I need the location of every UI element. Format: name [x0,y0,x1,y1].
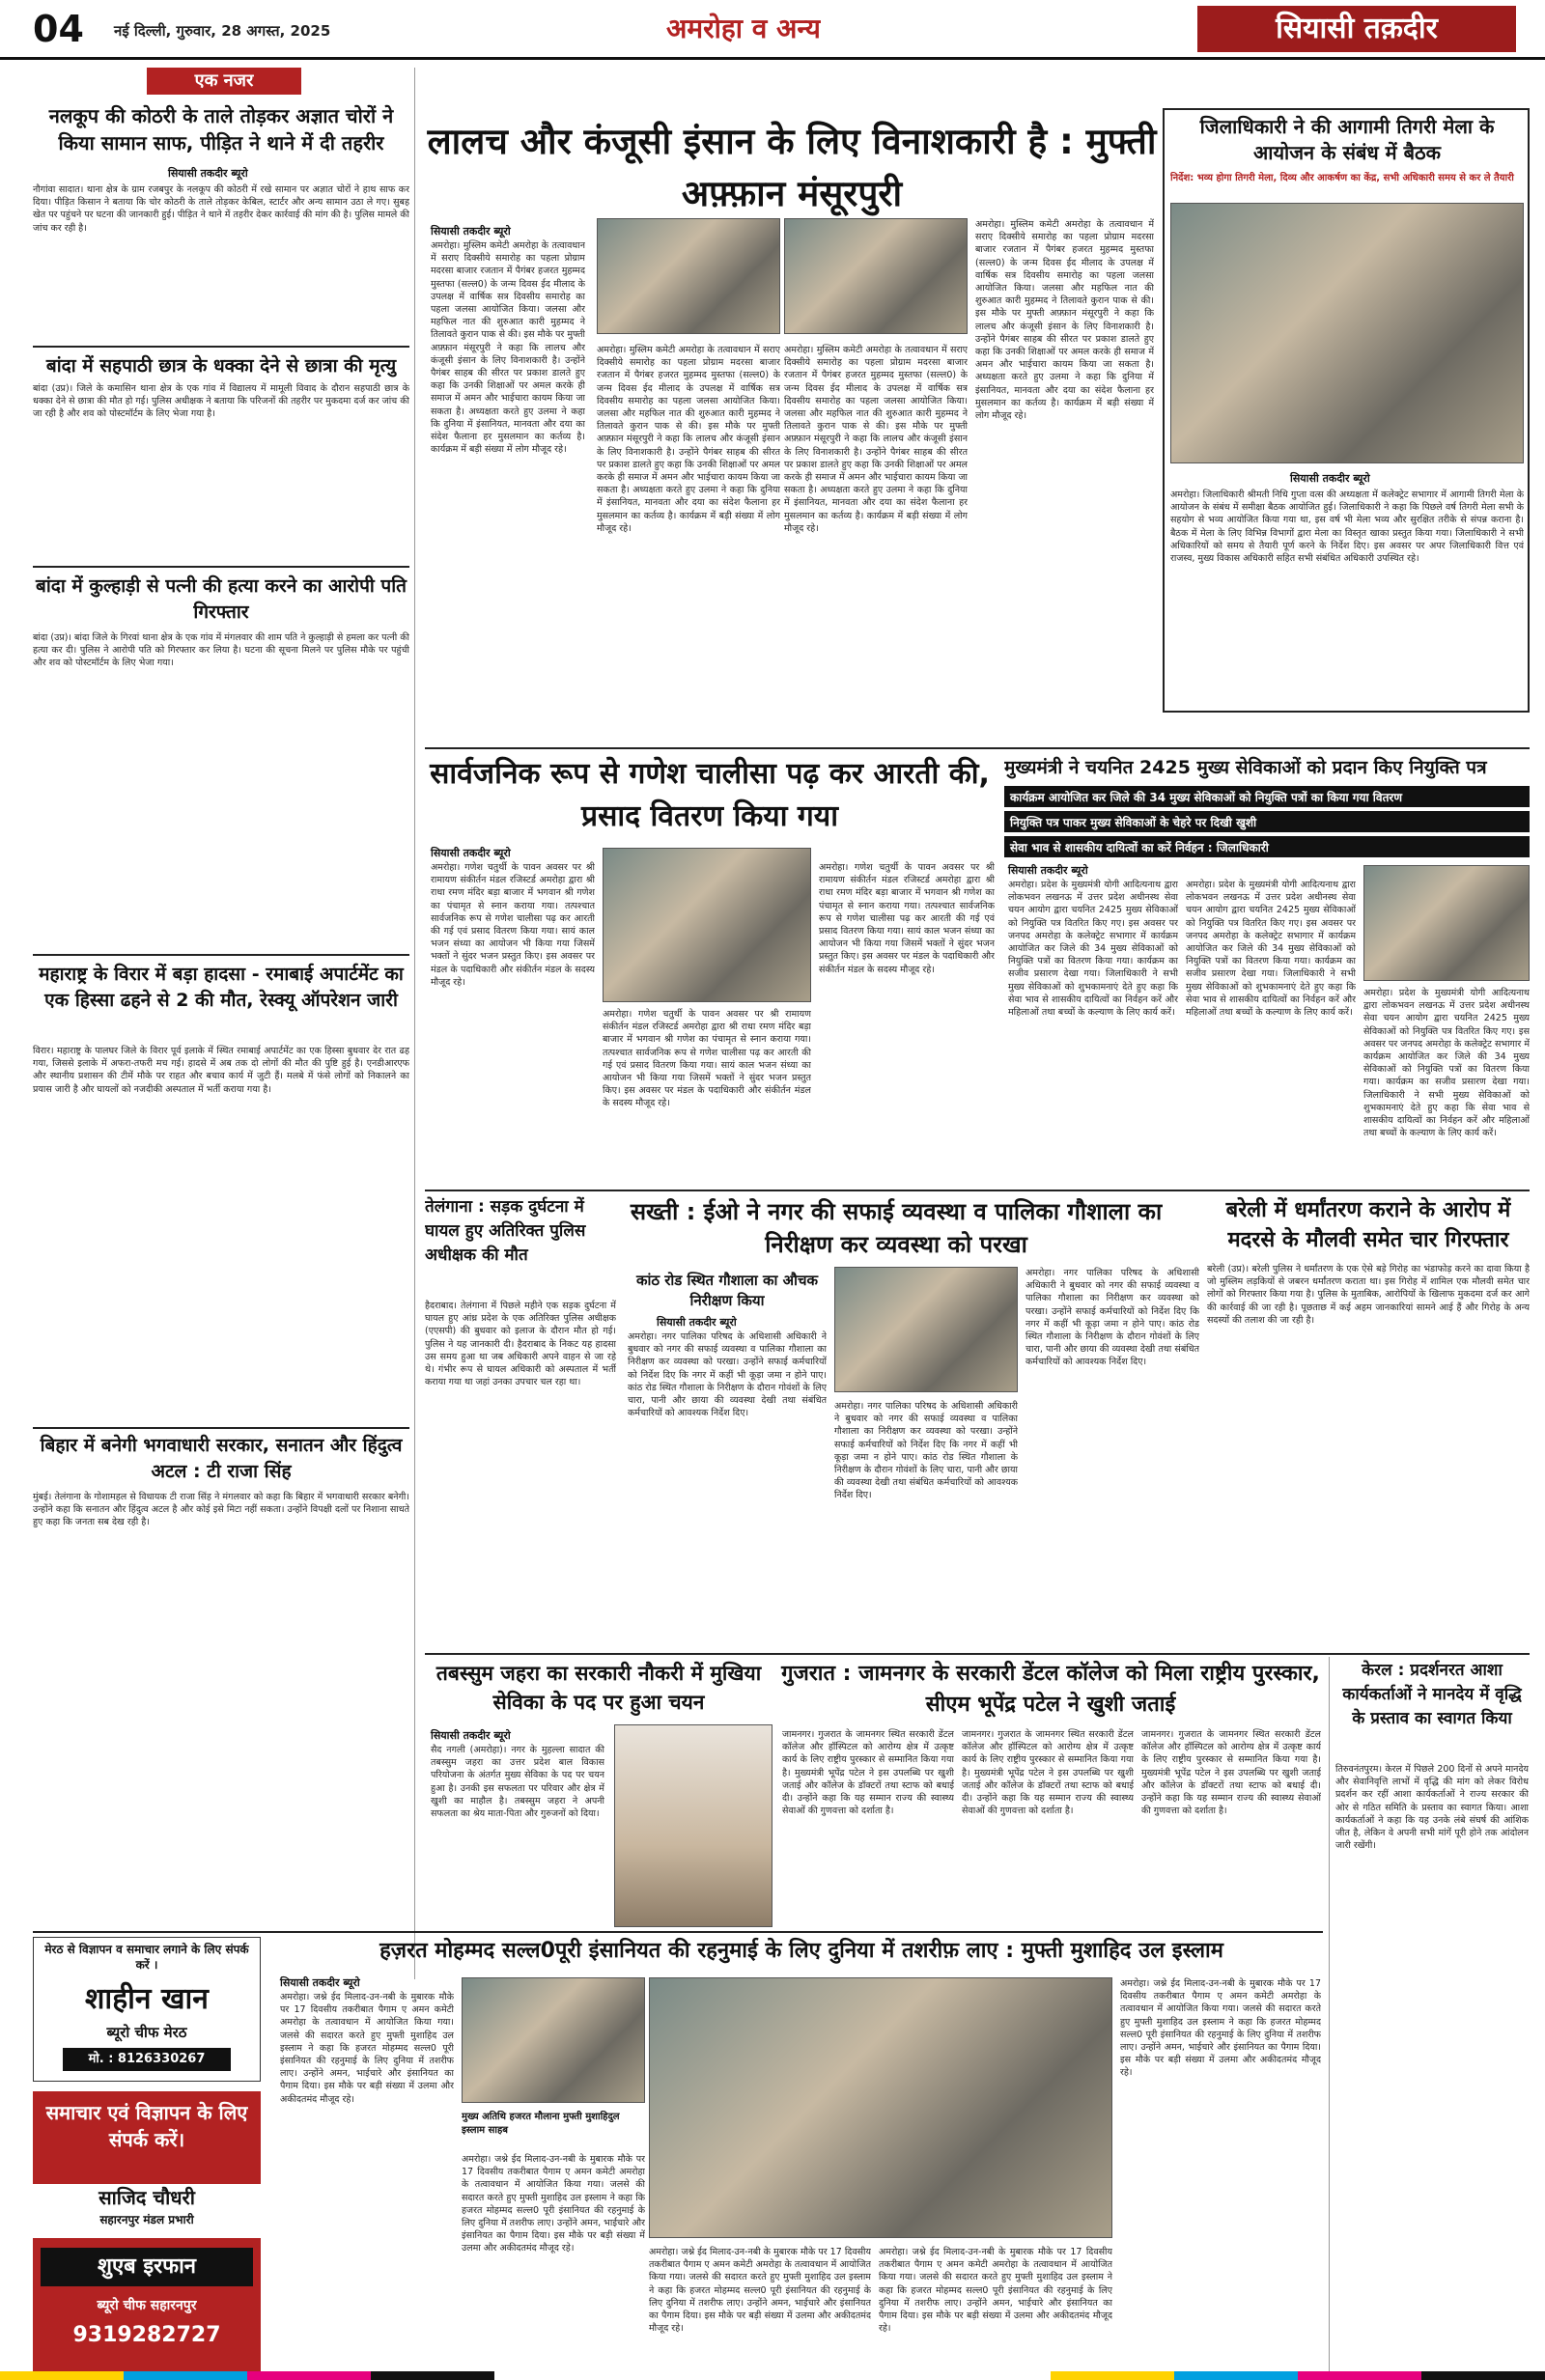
sidebar-story-4-body: विरार। महाराष्ट्र के पालघर जिले के विरार पूर्व इलाके में स्थित रमाबाई अपार्टमेंट का एक हिस्सा बुधवार देर रात ढह गया, जिससे इलाके में अफरा-तफरी मच गई। हादसे में अब तक दो लोगों की मौत की पुष्टि हुई है। एनडीआरएफ और स्थानीय प्रशासन की टीमें मौके पर राहत और बचाव कार्य में जुटी हैं। मलबे में फंसे लोगों को निकालने का प्रयास जारी है और घायलों को नजदीकी अस्पताल में भर्ती कराया गया है। [33,1046,409,1095]
dateline: नई दिल्ली, गुरुवार, 28 अगस्त, 2025 [114,22,331,40]
byline: सियासी तकदीर ब्यूरो [280,1976,360,1989]
cm-photo [1363,865,1530,981]
ganesh-body-col-3: अमरोहा। गणेश चतुर्थी के पावन अवसर पर श्री रामायण संकीर्तन मंडल रजिस्टर्ड अमरोहा द्वारा श्री राधा रमण मंदिर बड़ा बाजार में भगवान श्री गणेश का पंचामृत से स्नान कराया गया। तत्पश्चात सार्वजनिक रूप से गणेश चालीसा पढ़ कर आरती की गई एवं प्रसाद वितरण किया गया। सायं काल भजन संध्या का आयोजन भी किया गया जिसमें भक्तों ने सुंदर भजन प्रस्तुत किए। इस अवसर पर मंडल के पदाधिकारी और संकीर्तन मंडल के सदस्य मौजूद रहे। [819,862,995,975]
bottom-body-col-2: अमरोहा। जश्ने ईद मिलाद-उन-नबी के मुबारक मौके पर 17 दिवसीय तकरीबात पैगाम ए अमन कमेटी अमरोहा के तत्वावधान में आयोजित किया गया। जलसे की सदारत करते हुए मुफ्ती मुशाहिद उल इस्लाम ने कहा कि हजरत मोहम्मद सल्ल0 पूरी इंसानियत की रहनुमाई के लिए दुनिया में तशरीफ लाए। उन्होंने अमन, भाईचारे और इंसानियत का पैगाम दिया। इस मौके पर बड़ी संख्या में उलमा और अकीदतमंद मौजूद रहे। [462,2154,645,2254]
collector-photo [1170,203,1524,463]
sidebar-story-1-body: नौगांवा सादात। थाना क्षेत्र के ग्राम रजबपुर के नलकूप की कोठरी में रखे सामान पर अज्ञात चोरों ने हाथ साफ कर दिया। पीड़ित किसान ने बताया कि चोर कोठरी के ताले तोड़कर केबिल, स्टार्टर और अन्य सामान उठा ले गए। सुबह खेत पर पहुंचने पर घटना की जानकारी हुई। पीड़ित ने थाने में तहरीर देकर कार्रवाई की मांग की है। पुलिस मामले की जांच कर रही है। [33,184,409,234]
divider [33,566,409,568]
collector-kicker: निर्देश: भव्य होगा तिगरी मेला, दिव्य और आकर्षण का केंद्र, सभी अधिकारी समय से कर ले तैयारी [1170,173,1514,183]
lead-body-col-3: अमरोहा। मुस्लिम कमेटी अमरोहा के तत्वावधान में सराए दिक्सीये समारोह का पहला प्रोग्राम मदरसा बाजार रजतान में पैगंबर हजरत मुहम्मद मुस्तफा (सल्ल0) के जन्म दिवस ईद मीलाद के उपलक्ष में वार्षिक सत्र दिवसीय समारोह का पहला जलसा आयोजित किया। जलसा और महफिल नात की शुरुआत कारी मुहम्मद ने तिलावते कुरान पाक से की। इस मौके पर मुफ्ती अफ़्फ़ान मंसूरपुरी ने कहा कि लालच और कंजूसी इंसान के लिए विनाशकारी है। उन्होंने पैगंबर साहब की सीरत पर प्रकाश डालते हुए कहा कि उनकी शिक्षाओं पर अमल करके ही समाज में अमन और भाईचारा कायम किया जा सकता है। अध्यक्षता करते हुए उलमा ने कहा कि दुनिया में इंसानियत, मानवता और दया का संदेश फैलाना हर मुसलमान का कर्तव्य है। कार्यक्रम में बड़ी संख्या में लोग मौजूद रहे। [784,345,968,534]
cm-bullet-2: नियुक्ति पत्र पाकर मुख्य सेविकाओं के चेहरे पर दिखी खुशी [1004,811,1530,832]
divider [425,1653,1530,1655]
sidebar-story-5-body: मुंबई। तेलंगाना के गोशामहल से विधायक टी राजा सिंह ने मंगलवार को कहा कि बिहार में भगवाधारी सरकार बनेगी। उन्होंने कहा कि सनातन और हिंदुत्व अटल है और कोई इसे मिटा नहीं सकता। उन्होंने विपक्षी दलों पर निशाना साधते हुए कहा कि जनता सब देख रही है। [33,1492,409,1528]
masthead-title: सियासी तक़दीर [1276,12,1438,45]
collector-box [1163,108,1530,713]
bareilly-headline: बरेली में धर्मांतरण कराने के आरोप में मदरसे के मौलवी समेत चार गिरफ्तार [1225,1198,1511,1252]
ganesh-headline: सार्वजनिक रूप से गणेश चालीसा पढ़ कर आरती की, प्रसाद वितरण किया गया [430,757,990,833]
eo-body-col-2: अमरोहा। नगर पालिका परिषद के अधिशासी अधिकारी ने बुधवार को नगर की सफाई व्यवस्था व पालिका गौशाला का निरीक्षण कर व्यवस्था को परखा। उन्होंने सफाई कर्मचारियों को निर्देश दिए कि नगर में कहीं भी कूड़ा जमा न होने पाए। कांठ रोड स्थित गौशाला के निरीक्षण के दौरान गोवंशों के लिए चारा, पानी और छाया की व्यवस्था देखी तथा संबंधित कर्मचारियों को आवश्यक निर्देश दिए। [834,1401,1018,1501]
lead-photo [597,218,780,334]
eo-headline: सख्ती : ईओ ने नगर की सफाई व्यवस्था व पालिका गौशाला का निरीक्षण कर व्यवस्था को परखा [630,1198,1163,1258]
ad-meerut-role: ब्यूरो चीफ मेरठ [106,2024,187,2041]
sidebar-story-4-headline: महाराष्ट्र के विरार में बड़ा हादसा - रमाबाई अपार्टमेंट का एक हिस्सा ढहने से 2 की मौत, रेस्क्यू ऑपरेशन जारी [39,964,404,1011]
lead-body-col-2: अमरोहा। मुस्लिम कमेटी अमरोहा के तत्वावधान में सराए दिक्सीये समारोह का पहला प्रोग्राम मदरसा बाजार रजतान में पैगंबर हजरत मुहम्मद मुस्तफा (सल्ल0) के जन्म दिवस ईद मीलाद के उपलक्ष में वार्षिक सत्र दिवसीय समारोह का पहला जलसा आयोजित किया। जलसा और महफिल नात की शुरुआत कारी मुहम्मद ने तिलावते कुरान पाक से की। इस मौके पर मुफ्ती अफ़्फ़ान मंसूरपुरी ने कहा कि लालच और कंजूसी इंसान के लिए विनाशकारी है। उन्होंने पैगंबर साहब की सीरत पर प्रकाश डालते हुए कहा कि उनकी शिक्षाओं पर अमल करके ही समाज में अमन और भाईचारा कायम किया जा सकता है। अध्यक्षता करते हुए उलमा ने कहा कि दुनिया में इंसानियत, मानवता और दया का संदेश फैलाना हर मुसलमान का कर्तव्य है। कार्यक्रम में बड़ी संख्या में लोग मौजूद रहे। [597,345,780,534]
ad-saharanpur-title: समाचार एवं विज्ञापन के लिए संपर्क करें। [45,2101,248,2151]
cm-body-col-3: अमरोहा। प्रदेश के मुख्यमंत्री योगी आदित्यनाथ द्वारा लोकभवन लखनऊ में उत्तर प्रदेश अधीनस्थ सेवा चयन आयोग द्वारा चयनित 2425 मुख्य सेविकाओं को नियुक्ति पत्र वितरित किए गए। इस अवसर पर जनपद अमरोहा के कलेक्ट्रेट सभागार में कार्यक्रम आयोजित कर जिले की 34 मुख्य सेविकाओं को नियुक्ति पत्रों का वितरण किया गया। कार्यक्रम का सजीव प्रसारण देखा गया। जिलाधिकारी ने सभी मुख्य सेविकाओं को शुभकामनाएं देते हुए कहा कि सेवा भाव से शासकीय दायित्वों का निर्वहन करें और महिलाओं तथा बच्चों के कल्याण के लिए कार्य करें। [1363,988,1530,1139]
ad-saharanpur-role: सहारनपुर मंडल प्रभारी [99,2213,194,2226]
print-registration-strip [0,2371,1545,2380]
kerala-body: तिरुवनंतपुरम। केरल में पिछले 200 दिनों से अपने मानदेय और सेवानिवृत्ति लाभों में वृद्धि की मांग को लेकर विरोध प्रदर्शन कर रहीं आशा कार्यकर्ताओं ने राज्य सरकार की ओर से गठित समिति के प्रस्ताव का स्वागत किया। आशा कार्यकर्ताओं ने कहा कि यह उनके लंबे संघर्ष की आंशिक जीत है, लेकिन वे अपनी सभी मांगें पूरी होने तक आंदोलन जारी रखेंगी। [1335,1764,1529,1852]
eo-body-col-1: अमरोहा। नगर पालिका परिषद के अधिशासी अधिकारी ने बुधवार को नगर की सफाई व्यवस्था व पालिका गौशाला का निरीक्षण कर व्यवस्था को परखा। उन्होंने सफाई कर्मचारियों को निर्देश दिए कि नगर में कहीं भी कूड़ा जमा न होने पाए। कांठ रोड स्थित गौशाला के निरीक्षण के दौरान गोवंशों के लिए चारा, पानी और छाया की व्यवस्था देखी तथा संबंधित कर्मचारियों को आवश्यक निर्देश दिए। [628,1331,827,1419]
lead-photo-2 [784,218,968,334]
collector-headline: जिलाधिकारी ने की आगामी तिगरी मेला के आयोजन के संबंध में बैठक [1199,115,1495,164]
byline: सियासी तकदीर ब्यूरो [431,225,511,238]
lead-body-col-4: अमरोहा। मुस्लिम कमेटी अमरोहा के तत्वावधान में सराए दिक्सीये समारोह का पहला प्रोग्राम मदरसा बाजार रजतान में पैगंबर हजरत मुहम्मद मुस्तफा (सल्ल0) के जन्म दिवस ईद मीलाद के उपलक्ष में वार्षिक सत्र दिवसीय समारोह का पहला जलसा आयोजित किया। जलसा और महफिल नात की शुरुआत कारी मुहम्मद ने तिलावते कुरान पाक से की। इस मौके पर मुफ्ती अफ़्फ़ान मंसूरपुरी ने कहा कि लालच और कंजूसी इंसान के लिए विनाशकारी है। उन्होंने पैगंबर साहब की सीरत पर प्रकाश डालते हुए कहा कि उनकी शिक्षाओं पर अमल करके ही समाज में अमन और भाईचारा कायम किया जा सकता है। अध्यक्षता करते हुए उलमा ने कहा कि दुनिया में इंसानियत, मानवता और दया का संदेश फैलाना हर मुसलमान का कर्तव्य है। कार्यक्रम में बड़ी संख्या में लोग मौजूद रहे। [975,219,1154,422]
eo-subhead: कांठ रोड स्थित गौशाला का औचक निरीक्षण किया [635,1272,819,1309]
sidebar [33,68,415,1979]
collector-body: अमरोहा। जिलाधिकारी श्रीमती निधि गुप्ता वत्स की अध्यक्षता में कलेक्ट्रेट सभागार में आगामी तिगरी मेला के आयोजन के संबंध में समीक्षा बैठक आयोजित हुई। जिलाधिकारी ने कहा कि पिछले वर्ष तिगरी मेला सभी के सहयोग से भव्य आयोजित किया गया था, इस वर्ष भी मेला भव्य और सुरक्षित तरीके से संपन्न कराना है। बैठक में मेला के लिए विभिन्न विभागों द्वारा मेला का विस्तृत खाका प्रस्तुत किया गया। जिलाधिकारी ने सभी अधिकारियों को समय से तैयारी पूर्ण करने के निर्देश दिए। इस अवसर पर अपर जिलाधिकारी वित्त एवं राजस्व, मुख्य विकास अधिकारी सहित सभी संबंधित अधिकारी उपस्थित रहे। [1170,490,1524,565]
divider [33,1931,1323,1933]
bottom-photo-2 [649,1977,1112,2238]
telangana-body: हैदराबाद। तेलंगाना में पिछले महीने एक सड़क दुर्घटना में घायल हुए आंध्र प्रदेश के एक अतिरिक्त पुलिस अधीक्षक (एएसपी) की बुधवार को इलाज के दौरान मौत हो गई। पुलिस ने यह जानकारी दी। हैदराबाद के निकट यह हादसा उस समय हुआ था जब अधिकारी अपने वाहन से जा रहे थे। गंभीर रूप से घायल अधिकारी को अस्पताल में भर्ती कराया गया था जहां उनका उपचार चल रहा था। [425,1301,616,1388]
sidebar-label: एक नजर [147,68,301,95]
byline: सियासी तकदीर ब्यूरो [431,1729,511,1742]
ganesh-photo [603,848,811,1002]
bareilly-body: बरेली (उप्र)। बरेली पुलिस ने धर्मांतरण के एक ऐसे बड़े गिरोह का भंडाफोड़ करने का दावा किया है जो मुस्लिम लड़कियों से जबरन धर्मांतरण कराता था। इस गिरोह में शामिल एक मौलवी समेत चार लोगों को गिरफ्तार किया गया है। पुलिस के मुताबिक, आरोपियों के खिलाफ मुकदमा दर्ज कर आगे की कार्रवाई की जा रही है। पूछताछ में कई अहम जानकारियां सामने आई हैं और गिरोह के अन्य सदस्यों की तलाश की जा रही है। [1207,1264,1530,1326]
bottom-body-col-3: अमरोहा। जश्ने ईद मिलाद-उन-नबी के मुबारक मौके पर 17 दिवसीय तकरीबात पैगाम ए अमन कमेटी अमरोहा के तत्वावधान में आयोजित किया गया। जलसे की सदारत करते हुए मुफ्ती मुशाहिद उल इस्लाम ने कहा कि हजरत मोहम्मद सल्ल0 पूरी इंसानियत की रहनुमाई के लिए दुनिया में तशरीफ लाए। उन्होंने अमन, भाईचारे और इंसानियत का पैगाम दिया। इस मौके पर बड़ी संख्या में उलमा और अकीदतमंद मौजूद रहे। [649,2247,871,2335]
eo-body-col-3: अमरोहा। नगर पालिका परिषद के अधिशासी अधिकारी ने बुधवार को नगर की सफाई व्यवस्था व पालिका गौशाला का निरीक्षण कर व्यवस्था को परखा। उन्होंने सफाई कर्मचारियों को निर्देश दिए कि नगर में कहीं भी कूड़ा जमा न होने पाए। कांठ रोड स्थित गौशाला के निरीक्षण के दौरान गोवंशों के लिए चारा, पानी और छाया की व्यवस्था देखी तथा संबंधित कर्मचारियों को आवश्यक निर्देश दिए। [1025,1268,1199,1368]
page-header [0,0,1545,60]
ad-meerut-title: मेरठ से विज्ञापन व समाचार लगाने के लिए संपर्क करें । [44,1943,249,1972]
bottom-photo-1 [462,1977,645,2103]
bottom-headline: हज़रत मोहम्मद सल्ल0पूरी इंसानियत की रहनुमाई के लिए दुनिया में तशरीफ़ लाए : मुफ्ती मुशाहिद उल इस्लाम [379,1939,1223,1963]
cm-body-col-1: अमरोहा। प्रदेश के मुख्यमंत्री योगी आदित्यनाथ द्वारा लोकभवन लखनऊ में उत्तर प्रदेश अधीनस्थ सेवा चयन आयोग द्वारा चयनित 2425 मुख्य सेविकाओं को नियुक्ति पत्र वितरित किए गए। इस अवसर पर जनपद अमरोहा के कलेक्ट्रेट सभागार में कार्यक्रम आयोजित कर जिले की 34 मुख्य सेविकाओं को नियुक्ति पत्रों का वितरण किया गया। कार्यक्रम का सजीव प्रसारण देखा गया। जिलाधिकारी ने सभी मुख्य सेविकाओं को शुभकामनाएं देते हुए कहा कि सेवा भाव से शासकीय दायित्वों का निर्वहन करें और महिलाओं तथा बच्चों के कल्याण के लिए कार्य करें। [1008,880,1178,1019]
ad-shueb-box [41,2248,253,2286]
cm-body-col-2: अमरोहा। प्रदेश के मुख्यमंत्री योगी आदित्यनाथ द्वारा लोकभवन लखनऊ में उत्तर प्रदेश अधीनस्थ सेवा चयन आयोग द्वारा चयनित 2425 मुख्य सेविकाओं को नियुक्ति पत्र वितरित किए गए। इस अवसर पर जनपद अमरोहा के कलेक्ट्रेट सभागार में कार्यक्रम आयोजित कर जिले की 34 मुख्य सेविकाओं को नियुक्ति पत्रों का वितरण किया गया। कार्यक्रम का सजीव प्रसारण देखा गया। जिलाधिकारी ने सभी मुख्य सेविकाओं को शुभकामनाएं देते हुए कहा कि सेवा भाव से शासकीय दायित्वों का निर्वहन करें और महिलाओं तथा बच्चों के कल्याण के लिए कार्य करें। [1186,880,1356,1019]
ganesh-body-col-1: अमरोहा। गणेश चतुर्थी के पावन अवसर पर श्री रामायण संकीर्तन मंडल रजिस्टर्ड अमरोहा द्वारा श्री राधा रमण मंदिर बड़ा बाजार में भगवान श्री गणेश का पंचामृत से स्नान कराया गया। तत्पश्चात सार्वजनिक रूप से गणेश चालीसा पढ़ कर आरती की गई एवं प्रसाद वितरण किया गया। सायं काल भजन संध्या का आयोजन भी किया गया जिसमें भक्तों ने सुंदर भजन प्रस्तुत किए। इस अवसर पर मंडल के पदाधिकारी और संकीर्तन मंडल के सदस्य मौजूद रहे। [431,862,595,988]
divider [33,346,409,348]
ad-meerut-phone: मो. : 8126330267 [63,2048,231,2071]
sidebar-story-3-headline: बांदा में कुल्हाड़ी से पत्नी की हत्या करने का आरोपी पति गिरफ्तार [36,575,407,623]
ad-shueb-role: ब्यूरो चीफ सहारनपुर [97,2298,197,2313]
byline: सियासी तकदीर ब्यूरो [431,847,511,859]
ad-shueb-phone: 9319282727 [72,2323,221,2347]
tabassum-body: सैद नगली (अमरोहा)। नगर के मुहल्ला सादात की तबस्सुम जहरा का उत्तर प्रदेश बाल विकास परियोजना के अंतर्गत मुख्य सेविका के पद पर चयन हुआ है। उनकी इस सफलता पर परिवार और क्षेत्र में खुशी का माहौल है। तबस्सुम जहरा ने अपनी सफलता का श्रेय माता-पिता और गुरुजनों को दिया। [431,1745,604,1820]
bottom-body-col-4: अमरोहा। जश्ने ईद मिलाद-उन-नबी के मुबारक मौके पर 17 दिवसीय तकरीबात पैगाम ए अमन कमेटी अमरोहा के तत्वावधान में आयोजित किया गया। जलसे की सदारत करते हुए मुफ्ती मुशाहिद उल इस्लाम ने कहा कि हजरत मोहम्मद सल्ल0 पूरी इंसानियत की रहनुमाई के लिए दुनिया में तशरीफ लाए। उन्होंने अमन, भाईचारे और इंसानियत का पैगाम दिया। इस मौके पर बड़ी संख्या में उलमा और अकीदतमंद मौजूद रहे। [879,2247,1112,2335]
ad-saharanpur [33,2091,261,2371]
ad-meerut [33,1937,261,2082]
sidebar-story-2-headline: बांदा में सहपाठी छात्र के धक्का देने से छात्रा की मृत्यु [45,355,397,377]
lead-body-col-1: अमरोहा। मुस्लिम कमेटी अमरोहा के तत्वावधान में सराए दिक्सीये समारोह का पहला प्रोग्राम मदरसा बाजार रजतान में पैगंबर हजरत मुहम्मद मुस्तफा (सल्ल0) के जन्म दिवस ईद मीलाद के उपलक्ष में वार्षिक सत्र दिवसीय समारोह का पहला जलसा आयोजित किया। जलसा और महफिल नात की शुरुआत कारी मुहम्मद ने तिलावते कुरान पाक से की। इस मौके पर मुफ्ती अफ़्फ़ान मंसूरपुरी ने कहा कि लालच और कंजूसी इंसान के लिए विनाशकारी है। उन्होंने पैगंबर साहब की सीरत पर प्रकाश डालते हुए कहा कि उनकी शिक्षाओं पर अमल करके ही समाज में अमन और भाईचारा कायम किया जा सकता है। अध्यक्षता करते हुए उलमा ने कहा कि दुनिया में इंसानियत, मानवता और दया का संदेश फैलाना हर मुसलमान का कर्तव्य है। कार्यक्रम में बड़ी संख्या में लोग मौजूद रहे। [431,240,585,456]
tabassum-headline: तबस्सुम जहरा का सरकारी नौकरी में मुखिया सेविका के पद पर हुआ चयन [435,1662,762,1714]
sidebar-story-3-body: बांदा (उप्र)। बांदा जिले के गिरवां थाना क्षेत्र के एक गांव में मंगलवार की शाम पति ने कुल्हाड़ी से हमला कर पत्नी की हत्या कर दी। पुलिस ने आरोपी पति को गिरफ्तार कर लिया है। घटना की सूचना मिलने पर पुलिस मौके पर पहुंची और शव को पोस्टमॉर्टम के लिए भेजा गया। [33,632,409,669]
sidebar-story-2-body: बांदा (उप्र)। जिले के कमासिन थाना क्षेत्र के एक गांव में विद्यालय में मामूली विवाद के दौरान सहपाठी छात्र के धक्का देने से छात्रा की मौत हो गई। पुलिस अधीक्षक ने बताया कि परिजनों की तहरीर पर मुकदमा दर्ज कर जांच की जा रही है और शव को पोस्टमॉर्टम के लिए भेजा गया है। [33,383,409,420]
byline: सियासी तकदीर ब्यूरो [657,1316,737,1329]
cm-bullet-1: कार्यक्रम आयोजित कर जिले की 34 मुख्य सेविकाओं को नियुक्ति पत्रों का किया गया वितरण [1004,786,1530,807]
cm-headline: मुख्यमंत्री ने चयनित 2425 मुख्य सेविकाओं को प्रदान किए नियुक्ति पत्र [1004,757,1487,778]
ad-saharanpur-name-box [33,2184,261,2238]
section-title: अमरोहा व अन्य [666,13,821,44]
bottom-body-col-1: अमरोहा। जश्ने ईद मिलाद-उन-नबी के मुबारक मौके पर 17 दिवसीय तकरीबात पैगाम ए अमन कमेटी अमरोहा के तत्वावधान में आयोजित किया गया। जलसे की सदारत करते हुए मुफ्ती मुशाहिद उल इस्लाम ने कहा कि हजरत मोहम्मद सल्ल0 पूरी इंसानियत की रहनुमाई के लिए दुनिया में तशरीफ लाए। उन्होंने अमन, भाईचारे और इंसानियत का पैगाम दिया। इस मौके पर बड़ी संख्या में उलमा और अकीदतमंद मौजूद रहे। [280,1992,454,2105]
lead-headline: लालच और कंजूसी इंसान के लिए विनाशकारी है : मुफ्ती अफ़्फ़ान मंसूरपुरी [427,121,1157,214]
masthead-box [1197,6,1516,52]
ad-shueb-name: शुएब इरफान [97,2254,197,2279]
bottom-caption: मुख्य अतिथि हजरत मौलाना मुफ्ती मुशाहिदुल इस्लाम साहब [462,2112,620,2136]
ganesh-body-col-2: अमरोहा। गणेश चतुर्थी के पावन अवसर पर श्री रामायण संकीर्तन मंडल रजिस्टर्ड अमरोहा द्वारा श्री राधा रमण मंदिर बड़ा बाजार में भगवान श्री गणेश का पंचामृत से स्नान कराया गया। तत्पश्चात सार्वजनिक रूप से गणेश चालीसा पढ़ कर आरती की गई एवं प्रसाद वितरण किया गया। सायं काल भजन संध्या का आयोजन भी किया गया जिसमें भक्तों ने सुंदर भजन प्रस्तुत किए। इस अवसर पर मंडल के पदाधिकारी और संकीर्तन मंडल के सदस्य मौजूद रहे। [603,1009,811,1109]
page-number: 04 [33,8,84,50]
byline: सियासी तकदीर ब्यूरो [1290,472,1370,485]
byline: सियासी तकदीर ब्यूरो [168,167,248,180]
eo-photo [834,1267,1018,1392]
divider [425,747,1530,749]
ad-saharanpur-name: साजिद चौधरी [98,2186,195,2209]
cm-bullet-3: सेवा भाव से शासकीय दायित्वों का करें निर्वहन : जिलाधिकारी [1004,836,1530,857]
kerala-box [1329,1657,1530,2371]
byline: सियासी तकदीर ब्यूरो [1008,864,1088,877]
ad-meerut-name: शाहीन खान [85,1982,209,2016]
tabassum-photo [614,1724,772,1927]
gujarat-body-col-2: जामनगर। गुजरात के जामनगर स्थित सरकारी डेंटल कॉलेज और हॉस्पिटल को आरोग्य क्षेत्र में उत्कृष्ट कार्य के लिए राष्ट्रीय पुरस्कार से सम्मानित किया गया है। मुख्यमंत्री भूपेंद्र पटेल ने इस उपलब्धि पर खुशी जताई और कॉलेज के डॉक्टरों तथा स्टाफ को बधाई दी। उन्होंने कहा कि यह सम्मान राज्य की स्वास्थ्य सेवाओं की गुणवत्ता को दर्शाता है। [962,1729,1134,1817]
telangana-headline: तेलंगाना : सड़क दुर्घटना में घायल हुए अतिरिक्त पुलिस अधीक्षक की मौत [425,1197,586,1265]
bottom-body-col-5: अमरोहा। जश्ने ईद मिलाद-उन-नबी के मुबारक मौके पर 17 दिवसीय तकरीबात पैगाम ए अमन कमेटी अमरोहा के तत्वावधान में आयोजित किया गया। जलसे की सदारत करते हुए मुफ्ती मुशाहिद उल इस्लाम ने कहा कि हजरत मोहम्मद सल्ल0 पूरी इंसानियत की रहनुमाई के लिए दुनिया में तशरीफ लाए। उन्होंने अमन, भाईचारे और इंसानियत का पैगाम दिया। इस मौके पर बड़ी संख्या में उलमा और अकीदतमंद मौजूद रहे। [1120,1978,1321,2079]
kerala-headline: केरल : प्रदर्शनरत आशा कार्यकर्ताओं ने मानदेय में वृद्धि के प्रस्ताव का स्वागत किया [1342,1661,1522,1728]
gujarat-body-col-3: जामनगर। गुजरात के जामनगर स्थित सरकारी डेंटल कॉलेज और हॉस्पिटल को आरोग्य क्षेत्र में उत्कृष्ट कार्य के लिए राष्ट्रीय पुरस्कार से सम्मानित किया गया है। मुख्यमंत्री भूपेंद्र पटेल ने इस उपलब्धि पर खुशी जताई और कॉलेज के डॉक्टरों तथा स्टाफ को बधाई दी। उन्होंने कहा कि यह सम्मान राज्य की स्वास्थ्य सेवाओं की गुणवत्ता को दर्शाता है। [1141,1729,1321,1817]
gujarat-body-col-1: जामनगर। गुजरात के जामनगर स्थित सरकारी डेंटल कॉलेज और हॉस्पिटल को आरोग्य क्षेत्र में उत्कृष्ट कार्य के लिए राष्ट्रीय पुरस्कार से सम्मानित किया गया है। मुख्यमंत्री भूपेंद्र पटेल ने इस उपलब्धि पर खुशी जताई और कॉलेज के डॉक्टरों तथा स्टाफ को बधाई दी। उन्होंने कहा कि यह सम्मान राज्य की स्वास्थ्य सेवाओं की गुणवत्ता को दर्शाता है। [782,1729,954,1817]
divider [425,1190,1530,1191]
gujarat-headline: गुजरात : जामनगर के सरकारी डेंटल कॉलेज को मिला राष्ट्रीय पुरस्कार, सीएम भूपेंद्र पटेल ने खुशी जताई [781,1662,1320,1717]
sidebar-story-5-headline: बिहार में बनेगी भगवाधारी सरकार, सनातन और हिंदुत्व अटल : टी राजा सिंह [40,1435,403,1482]
divider [33,954,409,956]
divider [33,1427,409,1429]
sidebar-story-1-headline: नलकूप की कोठरी के ताले तोड़कर अज्ञात चोरों ने किया सामान साफ, पीड़ित ने थाने में दी तहरीर [48,104,394,154]
